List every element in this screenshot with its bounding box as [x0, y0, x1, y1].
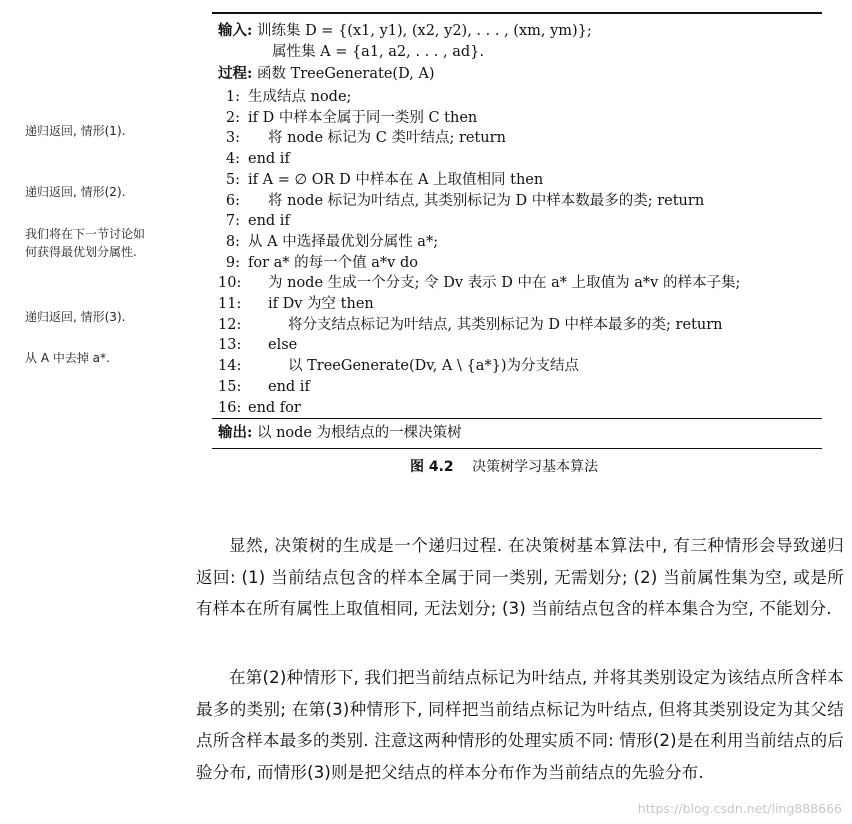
figure-number: 图 4.2: [410, 459, 454, 475]
algorithm-steps: [212, 87, 822, 418]
figure-caption: [410, 456, 598, 476]
margin-note-split-line1: 我们将在下一节讨论如: [25, 227, 146, 241]
algorithm-header: [212, 14, 822, 87]
algorithm-step: 9: for a* 的每一个值 a*v do: [225, 254, 418, 271]
algorithm-step: 6: 将 node 标记为叶结点, 其类别标记为 D 中样本数最多的类; return: [225, 192, 705, 209]
figure-title: 决策树学习基本算法: [472, 459, 599, 475]
margin-note-remove-attr: 从 A 中去掉 a*.: [25, 351, 110, 365]
margin-note-split-line2: 何获得最优划分属性.: [25, 245, 137, 259]
input-line-2: 属性集 A = {a1, a2, . . . , ad}.: [272, 44, 484, 60]
margin-note-case2: 递归返回, 情形(2).: [25, 185, 126, 199]
algorithm-step: 4: end if: [225, 151, 290, 168]
algorithm-step: 10: 为 node 生成一个分支; 令 Dv 表示 D 中在 a* 上取值为 a*v 的样本子集;: [218, 275, 741, 292]
algorithm-output: [212, 418, 822, 448]
algorithm-box: [212, 12, 822, 449]
algorithm-step: 8: 从 A 中选择最优划分属性 a*;: [225, 233, 439, 250]
output-text: 以 node 为根结点的一棵决策树: [256, 425, 462, 442]
body-paragraph-1: [196, 530, 844, 625]
algorithm-step: 7: end if: [225, 213, 290, 230]
paragraph-text: 在第(2)种情形下, 我们把当前结点标记为叶结点, 并将其类别设定为该结点所含样本最多的类别; 在第(3)种情形下, 同样把当前结点标记为叶结点, 但将其类别设定为其父结点所含样本最多的类别. 注意这两种情形的处理实质不同: 情形(2)是在利用当前结点的后验分布, 而情形(3)则是把父结点的样本分布作为当前结点的先验分布.: [196, 668, 844, 782]
algorithm-step: 16: end for: [218, 399, 301, 416]
algorithm-step: 15: end if: [218, 378, 310, 395]
algorithm-step: 1: 生成结点 node;: [225, 89, 352, 105]
algorithm-step: 5: if A = ∅ OR D 中样本在 A 上取值相同 then: [225, 171, 544, 188]
algorithm-step: 2: if D 中样本全属于同一类别 C then: [225, 109, 478, 126]
algorithm-step: 12: 将分支结点标记为叶结点, 其类别标记为 D 中样本最多的类; return: [218, 316, 723, 333]
margin-note-case1: 递归返回, 情形(1).: [25, 124, 126, 138]
process-text: 函数 TreeGenerate(D, A): [256, 66, 435, 82]
algorithm-step: 13: else: [218, 337, 298, 354]
paragraph-text: 显然, 决策树的生成是一个递归过程. 在决策树基本算法中, 有三种情形会导致递归返回: (1) 当前结点包含的样本全属于同一类别, 无需划分; (2) 当前属性集为空, 或是所有样本在所有属性上取值相同, 无法划分; (3) 当前结点包含的样本集合为空, 不能划分.: [196, 536, 844, 618]
process-label: 过程:: [218, 65, 253, 82]
algorithm-step: 14: 以 TreeGenerate(Dv, A \ {a*})为分支结点: [218, 358, 579, 375]
watermark-url: https://blog.csdn.net/ling888666: [637, 801, 842, 816]
margin-note-case3: 递归返回, 情形(3).: [25, 310, 126, 324]
body-paragraph-2: [196, 662, 844, 788]
algorithm-step: 11: if Dv 为空 then: [218, 296, 374, 313]
output-label: 输出:: [218, 424, 253, 442]
algorithm-step: 3: 将 node 标记为 C 类叶结点; return: [225, 130, 506, 147]
input-label: 输入:: [218, 22, 253, 39]
input-line-1: 训练集 D = {(x1, y1), (x2, y2), . . . , (xm, ym)};: [256, 23, 592, 39]
